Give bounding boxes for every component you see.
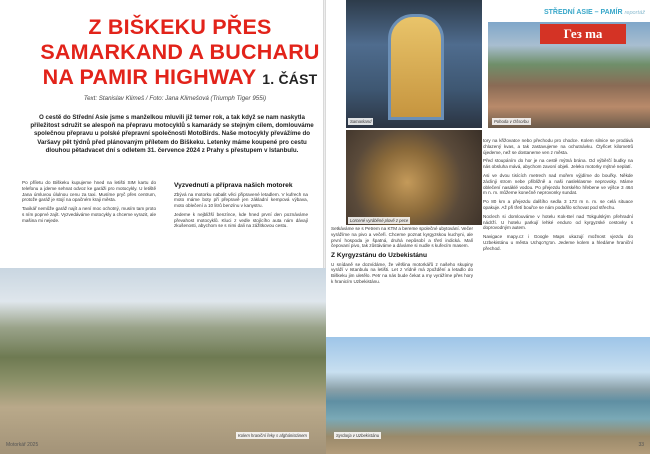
col2-paragraph: Zbývá na motorku nabalit věci připravené letadlem. V kufrech na moto máme boty při přepravě jen základní kempová výbava, moto oblečení a 10 litrů benzínu v kanystru.: [174, 191, 308, 209]
title-part: 1. ČÁST: [262, 71, 318, 87]
col2-paragraph: Jedeme k nejbližší benzínce, kde hned první den poznáváme převahost motocyklů. Kluci z vedle stojícího auta nám dávají zkušenosti, abychom se s nimi dali na zážitkovou cestu.: [174, 211, 308, 229]
section-title: STŘEDNÍ ASIE – PAMÍR: [543, 9, 623, 16]
col4-paragraph: tory na křižovatce nebo přechodu pro chodce. Kolem silnice se prodává chlazený kvas, a tak zastavujeme na ochutnávku. Čtyřicet kilometrů újedeme, než se dostaneme ven z města.: [483, 138, 633, 155]
col4-paragraph: Před stoupáním do hor je na cestě mýtná brána. Od výběrčí budky na nás obsluha mává, abychom zavoní objeli. Jeleko motorky mýtné neplatí.: [483, 158, 633, 170]
caption-bridge: Syrdarja v Uzbekistánu: [336, 433, 380, 438]
title-main: Z BIŠKEKU PŘES SAMARKAND A BUCHARU NA PAMIR HIGHWAY: [40, 15, 320, 89]
photo-samarkand: [346, 0, 482, 128]
col3-paragraph: U snídaně se dozvídáme, že většina motorkářů z našeho skupiny vyráží v Istanbulu na letišti. Let z Vídně má zpoždění a letadlo do Biškeku jim uletělo. Petr na nás bude čekat a my vyrážíme přes hory k hranicím Uzbekistánu.: [331, 261, 473, 285]
col4-paragraph: Asi ve dvou tisících metrech nad mořem výjdíme do bouřky. Někde záclinji strom nebe přibližně a naši nasleklasme neprovoky. Máme oblečení nasáklé vodou. Po přejezdu horského hřebene ve výšce 3 464 m n. m. můžeme konečně neprovonky sundat.: [483, 172, 633, 196]
section-tag: reportáž: [624, 10, 645, 16]
photo-food: [346, 130, 482, 225]
caption-mountain: Kolem hraniční řeky s afghánistánem: [238, 433, 307, 438]
column-3: [331, 226, 473, 288]
col1-paragraph: Taxikář nemůže garáž najít a není moc ochotný, musím tam proto s ním poprvé zajít. Vyzvedáváme motocykly a chceme vyrazit, ale mašina mi nejede.: [22, 206, 156, 223]
column-1: [22, 180, 156, 227]
column-4: [483, 138, 633, 255]
photo-cafe: [488, 22, 650, 128]
article-title: [36, 15, 324, 92]
arch-shape: [388, 14, 444, 120]
caption-food: Lorcené vyráběné plově z pece: [350, 218, 409, 223]
article-credits: Text: Stanislav Klimeš / Foto: Jana Klimešová (Triumph Tiger 955i): [83, 95, 267, 102]
col4-paragraph: Po 80 km a přejezdu dalšího sedla 3 173 m n. m. se celá situace opakuje. Až při třetí bouřce se nám podařilo schovat pod střechu.: [483, 199, 633, 210]
caption-cafe: Pohoda v Óšsorbu: [494, 119, 529, 124]
caption-samarkand: Samarkand: [350, 119, 372, 124]
photo-mountain-road: [0, 268, 326, 454]
page-footer-left: Motorkář 2025: [6, 442, 39, 448]
col3-heading: Z Kyrgyzstánu do Uzbekistánu: [331, 252, 427, 260]
article-lead: O cestě do Střední Asie jsme s manželkou mluvili již temer rok, a tak když se nam naskytla příležitost sdružit se alespoň na přepravu motocyklů s kamarády se stejným cílem, domlouváme společnou přepravu u polské přepravní společnosti MotoBirds. Naše motocykly převážíme do Varšavy pět týdnů před plánovaným příletem do Biškeku. Letenky máme koupené pro cestu dlouhou pětadvacet dní s odletem 31. července 2024 z Prahy s přestupem v Istanbulu.: [30, 114, 314, 154]
col4-paragraph: Noclech si domlouváme v hotelu Kok-Bel nad Tokgulským přehradní nádrží. U hotelu parkují lehké enduro od kyrgyzské cestovky s doprovodným autem.: [483, 213, 633, 231]
section-header: [520, 9, 645, 16]
cafe-sign: Гез ma: [540, 24, 626, 44]
column-2: [174, 180, 308, 232]
col2-heading: Vyzvednutí a příprava našich motorek: [174, 182, 293, 189]
page-number-right: 33: [638, 442, 644, 448]
col3-paragraph: Setkáváme se s Petrem na KTM a bereme společné ubytování. Večer vyrážíme na pivo a večeři. Chceme poznat kyrgyzskou kuchyni, ale první hospoda je špatná, druhá nepůsobí a třetí indická. Malí čepovaní pivo, tak zůstáváme a dáváme si nudle s kuřecím masem.: [331, 226, 473, 249]
col1-paragraph: Po příletu do Biškeku kupujeme hned na letišti SIM kartu do telefonu a jdeme sehnat odvoz ke garáži pro motocykly. U letiště Jana úmluvou úlulnou cenu za taxi. Musíme pryč přes centrum, protože garáž je stojí na opačném kraji města.: [22, 180, 156, 203]
col4-paragraph: Navigace mapy.cz i Google Maps ukazují možnost vjezdu do Uzbekistánu u města Uchqo'rg'on. Jedeme kolem a hledáme hraniční přechod.: [483, 234, 633, 251]
